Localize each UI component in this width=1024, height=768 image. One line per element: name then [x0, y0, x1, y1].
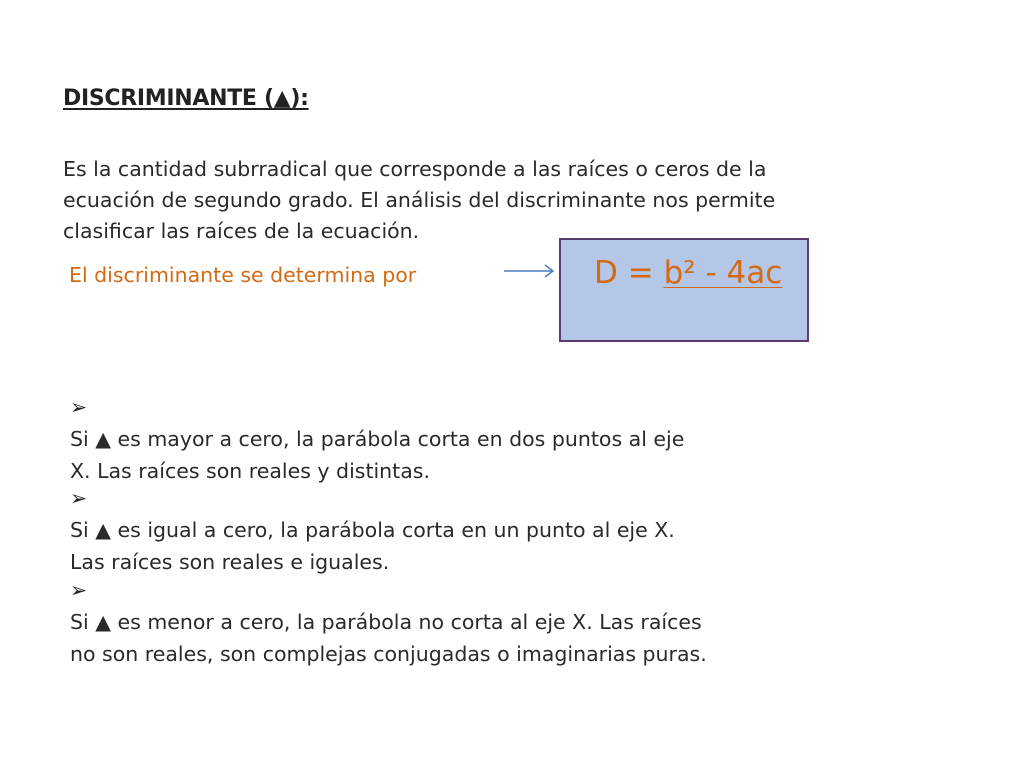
arrow-bullet-icon: ➢ — [70, 486, 88, 510]
right-arrow-icon — [502, 260, 558, 282]
formula-rhs: b² - 4ac — [663, 255, 783, 291]
bullet-zero — [70, 482, 675, 578]
bullet-negative — [70, 574, 707, 670]
bullet-text-continued: no son reales, son complejas conjugadas o imaginarias puras. — [70, 642, 707, 666]
formula-lhs: D = — [594, 255, 664, 291]
bullet-positive — [70, 391, 684, 487]
intro-line-2: ecuación de segundo grado. El análisis del discriminante nos permite — [63, 188, 776, 212]
intro-line-3: clasificar las raíces de la ecuación. — [63, 219, 420, 243]
bullet-text-continued: X. Las raíces son reales y distintas. — [70, 459, 430, 483]
arrow-bullet-icon: ➢ — [70, 395, 88, 419]
bullet-text: Si ▲ es mayor a cero, la parábola corta en dos puntos al eje — [70, 427, 685, 451]
intro-paragraph — [63, 154, 963, 247]
bullet-line — [70, 574, 707, 638]
bullet-line — [70, 482, 675, 546]
arrow-bullet-icon: ➢ — [70, 578, 88, 602]
bullet-text: Si ▲ es igual a cero, la parábola corta en un punto al eje X. — [70, 518, 675, 542]
slide-title: DISCRIMINANTE (▲): — [63, 86, 309, 111]
discriminant-formula — [594, 255, 782, 291]
bullet-text: Si ▲ es menor a cero, la parábola no corta al eje X. Las raíces — [70, 610, 702, 634]
bullet-line — [70, 391, 684, 455]
determined-by-label: El discriminante se determina por — [69, 263, 417, 287]
intro-line-1: Es la cantidad subrradical que corresponde a las raíces o ceros de la — [63, 157, 767, 181]
bullet-text-continued: Las raíces son reales e iguales. — [70, 550, 390, 574]
